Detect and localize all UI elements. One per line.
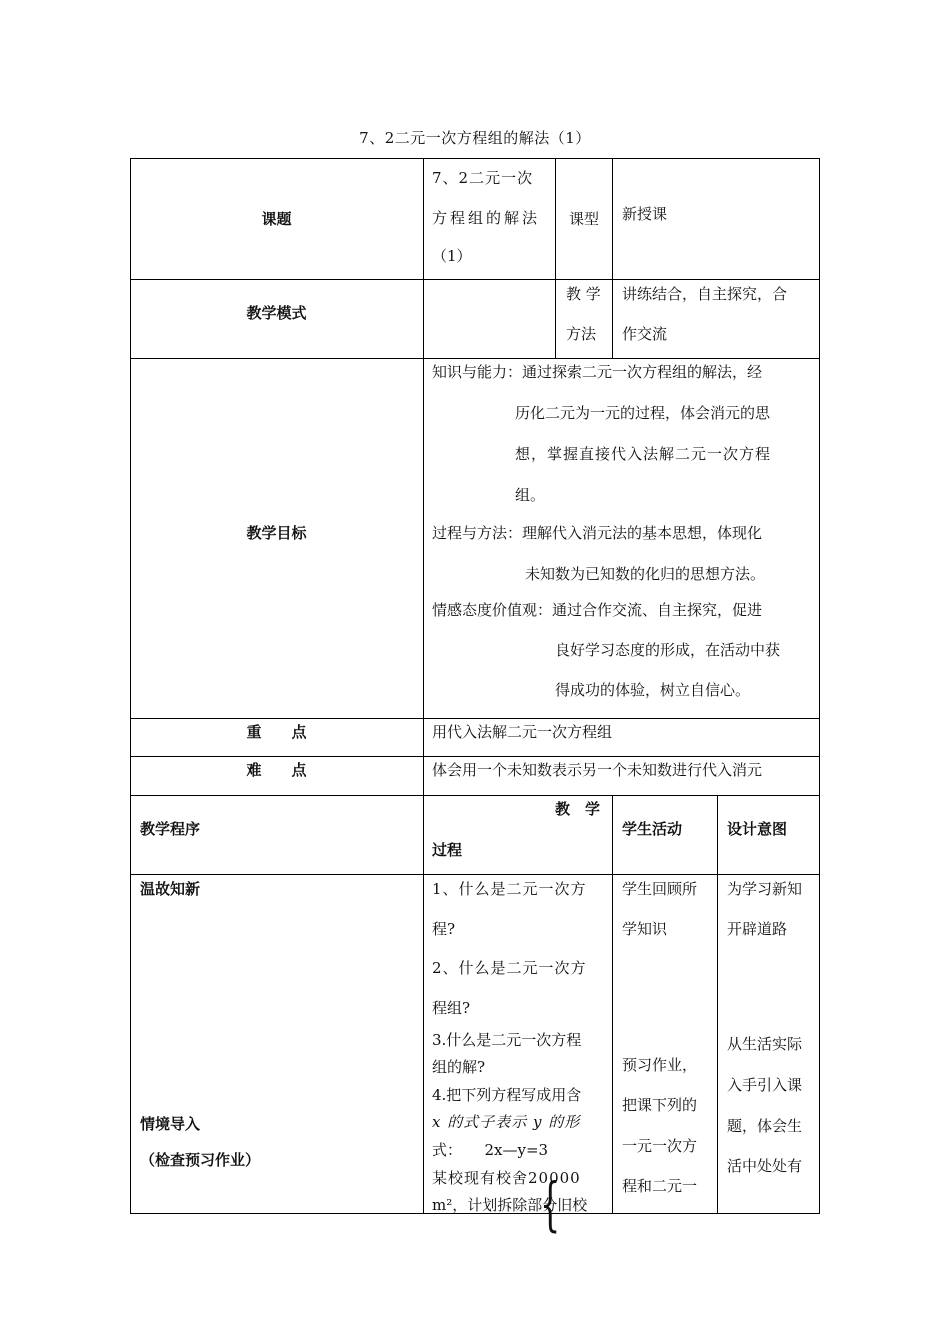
goal-line: 知识与能力：通过探索二元一次方程组的解法，经 (432, 363, 763, 381)
lesson-plan-table (130, 158, 820, 1214)
student-line: 学生回顾所 (622, 880, 698, 898)
design-line: 题，体会生 (727, 1117, 803, 1135)
process-line: 3.什么是二元一次方程 (432, 1031, 582, 1049)
difficulty-value: 体会用一个未知数表示另一个未知数进行代入消元 (432, 761, 763, 779)
student-column-header: 学生活动 (622, 820, 683, 838)
topic-value-line-3: （1） (432, 247, 472, 265)
process-line: m²，计划拆除部分旧校 (432, 1196, 588, 1214)
process-line: 程组? (432, 999, 471, 1017)
design-line: 开辟道路 (727, 920, 788, 938)
goal-line: 得成功的体验，树立自信心。 (555, 681, 751, 699)
goal-line: 想，掌握直接代入法解二元一次方程 (515, 445, 772, 463)
process-line: 4.把下列方程写成用含 (432, 1086, 582, 1104)
goal-line: 未知数为已知数的化归的思想方法。 (525, 565, 766, 583)
goal-line: 良好学习态度的形成，在活动中获 (555, 641, 781, 659)
process-column-header-2: 过程 (432, 841, 463, 859)
goal-line: 情感态度价值观：通过合作交流、自主探究，促进 (432, 601, 763, 619)
design-line: 入手引入课 (727, 1076, 803, 1094)
design-line: 为学习新知 (727, 880, 803, 898)
process-line: x 的式子表示 y 的形 (432, 1113, 581, 1131)
goal-line: 组。 (515, 486, 546, 504)
method-label-line-2: 方法 (566, 325, 597, 343)
goals-label: 教学目标 (246, 524, 307, 542)
type-value: 新授课 (622, 205, 668, 223)
design-column-header: 设计意图 (727, 820, 788, 838)
key-point-value: 用代入法解二元一次方程组 (432, 723, 613, 741)
program-column-header: 教学程序 (140, 820, 201, 838)
equation-brace: { (540, 1170, 561, 1238)
design-line: 活中处处有 (727, 1157, 803, 1175)
student-line: 一元一次方 (622, 1137, 698, 1155)
process-line: 式： 2x—y=3 (432, 1141, 549, 1159)
design-line: 从生活实际 (727, 1035, 803, 1053)
section-situation-sub: （检查预习作业） (140, 1151, 261, 1169)
process-line: 2、什么是二元一次方 (432, 959, 587, 977)
method-value-line-1: 讲练结合，自主探究，合 (622, 285, 788, 303)
key-point-label: 重 点 (246, 723, 307, 741)
goal-line: 历化二元为一元的过程，体会消元的思 (515, 404, 771, 422)
process-line: 程? (432, 920, 456, 938)
process-column-header-1: 教 学 (555, 800, 601, 818)
topic-value-line-1: 7、2二元一次 (432, 169, 534, 187)
student-line: 学知识 (622, 920, 668, 938)
student-line: 预习作业， (622, 1056, 698, 1074)
topic-value-line-2: 方程组的解法 (432, 209, 541, 227)
section-situation: 情境导入 (140, 1115, 201, 1133)
process-line: 某校现有校舍20000 (432, 1169, 581, 1187)
student-line: 把课下列的 (622, 1096, 698, 1114)
type-label: 课型 (569, 210, 600, 228)
section-review: 温故知新 (140, 880, 201, 898)
process-line: 1、什么是二元一次方 (432, 880, 587, 898)
document-title: 7、2二元一次方程组的解法（1） (359, 129, 591, 147)
method-value-line-2: 作交流 (622, 325, 668, 343)
difficulty-label: 难 点 (246, 761, 307, 779)
goal-line: 过程与方法：理解代入消元法的基本思想，体现化 (432, 524, 763, 542)
topic-label: 课题 (261, 210, 292, 228)
process-line: 组的解? (432, 1058, 486, 1076)
student-line: 程和二元一 (622, 1177, 698, 1195)
mode-label: 教学模式 (246, 304, 307, 322)
method-label-line-1: 教 学 (566, 285, 601, 303)
